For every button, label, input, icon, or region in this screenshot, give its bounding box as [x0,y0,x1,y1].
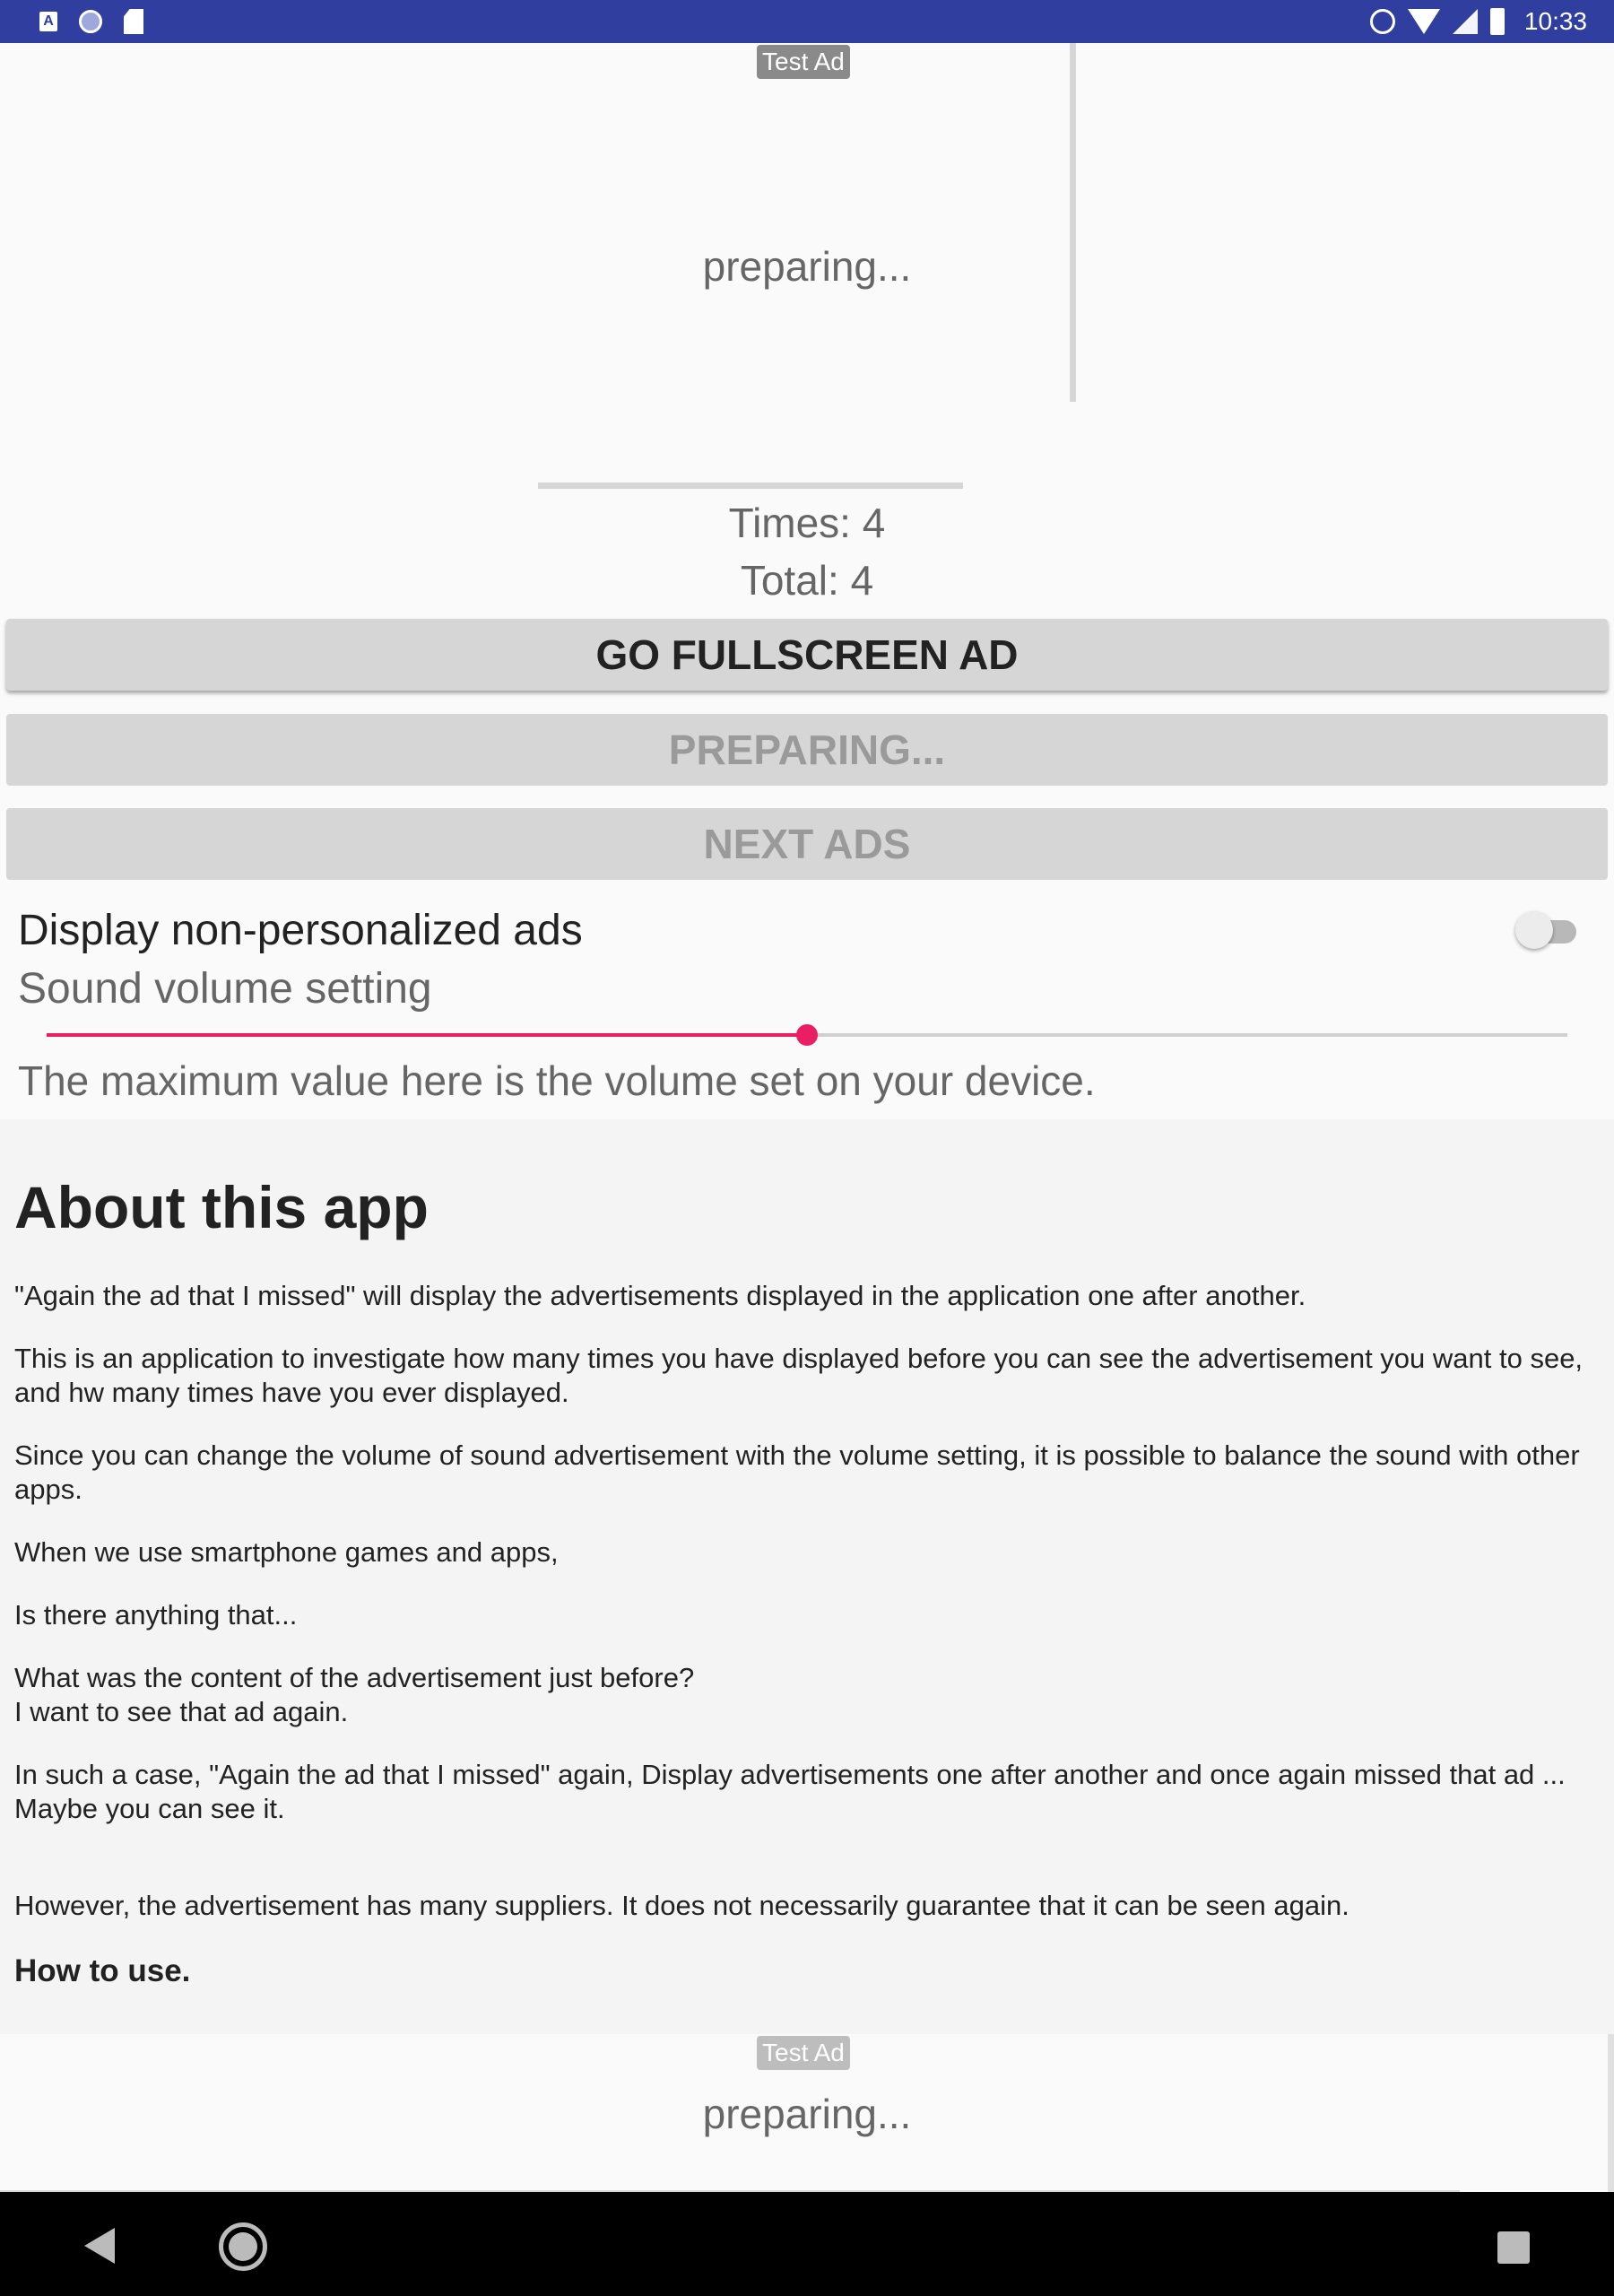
signal-icon [1453,9,1478,34]
slider-fill [47,1033,807,1037]
recents-icon[interactable] [1497,2231,1530,2264]
ad-frame-divider [1070,43,1076,402]
test-ad-badge: Test Ad [757,2036,850,2070]
navigation-bar [0,2192,1614,2296]
wifi-icon [1408,9,1440,34]
sd-card-icon [124,9,143,34]
circle-notification-icon [79,10,102,33]
sound-volume-label: Sound volume setting [18,965,432,1013]
status-bar [0,0,1614,43]
status-bar-system [1370,5,1587,38]
ad-preparing-text: preparing... [702,2091,912,2137]
alarm-icon [1370,9,1395,34]
back-icon[interactable] [84,2228,115,2264]
a-notification-icon: A [39,12,57,31]
home-icon[interactable] [219,2222,267,2271]
status-bar-notifications [39,9,143,34]
ad-preparing-text: preparing... [702,243,912,290]
about-paragraph: Is there anything that... [14,1599,298,1631]
about-section [0,1119,1614,2034]
volume-hint-text: The maximum value here is the volume set on your device. [18,1057,1096,1104]
about-title: About this app [14,1174,429,1240]
switch-thumb[interactable] [1515,911,1553,949]
about-paragraph: This is an application to investigate how many times you have displayed before you can see the advertisement you want to see, and hw many times have you ever displayed. [14,1343,1584,1408]
how-to-use-heading: How to use. [14,1953,191,1988]
status-bar-clock: 10:33 [1523,7,1587,35]
slider-thumb[interactable] [796,1024,818,1046]
next-ads-button[interactable]: NEXT ADS [6,808,1608,880]
total-counter: Total: 4 [740,557,874,604]
test-ad-badge: Test Ad [757,45,850,79]
ad-frame-divider [1608,2034,1614,2192]
about-paragraph: "Again the ad that I missed" will display the advertisements displayed in the application one after another. [14,1280,1306,1311]
about-paragraph: However, the advertisement has many suppliers. It does not necessarily guarantee that it can be seen again. [14,1890,1349,1921]
about-paragraph: In such a case, "Again the ad that I missed" again, Display advertisements one after another and once again missed that ad ... Maybe you can see it. [14,1759,1566,1824]
volume-slider[interactable] [47,1022,1567,1048]
ad-frame-edge [538,483,963,489]
preparing-button[interactable]: PREPARING... [6,714,1608,786]
go-fullscreen-ad-button[interactable]: GO FULLSCREEN AD [6,619,1608,691]
battery-icon [1490,8,1505,35]
bottom-ad-banner[interactable] [0,2034,1614,2192]
non-personalized-ads-label: Display non-personalized ads [18,907,583,954]
times-counter: Times: 4 [728,500,886,546]
about-paragraph: Since you can change the volume of sound advertisement with the volume setting, it is possible to balance the sound with other apps. [14,1439,1580,1505]
about-paragraph: What was the content of the advertisement just before? I want to see that ad again. [14,1662,695,1727]
about-paragraph: When we use smartphone games and apps, [14,1536,559,1568]
